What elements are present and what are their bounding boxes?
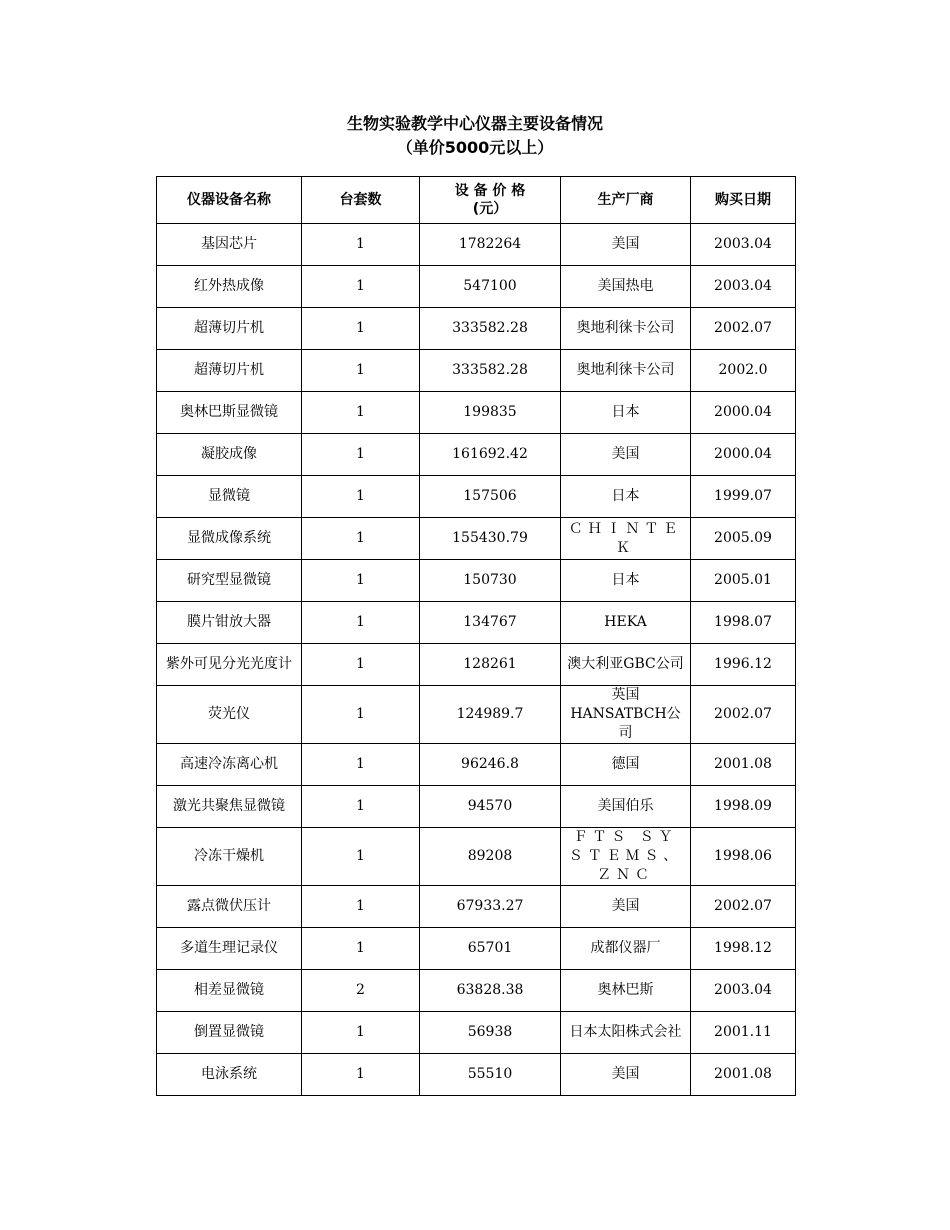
cell-name: 膜片钳放大器 [157, 602, 302, 644]
cell-price: 65701 [420, 928, 561, 970]
title-line-2: （单价5000元以上） [396, 138, 554, 157]
table-row [157, 970, 796, 1012]
table-row [157, 308, 796, 350]
cell-date: 2001.11 [691, 1012, 796, 1054]
cell-count: 1 [302, 308, 420, 350]
cell-count: 1 [302, 744, 420, 786]
cell-name: 相差显微镜 [157, 970, 302, 1012]
cell-count: 1 [302, 476, 420, 518]
cell-count: 1 [302, 434, 420, 476]
cell-name: 研究型显微镜 [157, 560, 302, 602]
cell-count: 2 [302, 970, 420, 1012]
cell-name: 露点微伏压计 [157, 886, 302, 928]
cell-count: 1 [302, 1054, 420, 1096]
equipment-table [156, 176, 796, 1096]
cell-price: 134767 [420, 602, 561, 644]
cell-name: 奥林巴斯显微镜 [157, 392, 302, 434]
cell-date: 2003.04 [691, 266, 796, 308]
cell-name: 基因芯片 [157, 224, 302, 266]
table-row [157, 560, 796, 602]
cell-count: 1 [302, 224, 420, 266]
cell-date: 1998.12 [691, 928, 796, 970]
cell-maker: 美国 [561, 886, 691, 928]
table-row [157, 886, 796, 928]
cell-price: 199835 [420, 392, 561, 434]
cell-price: 1782264 [420, 224, 561, 266]
cell-maker: 日本 [561, 560, 691, 602]
cell-count: 1 [302, 266, 420, 308]
header-price [420, 177, 561, 224]
cell-count: 1 [302, 560, 420, 602]
cell-count: 1 [302, 828, 420, 886]
header-price-line-2: (元） [472, 201, 508, 217]
cell-price: 63828.38 [420, 970, 561, 1012]
cell-maker: 奥地利徕卡公司 [561, 308, 691, 350]
cell-name: 显微成像系统 [157, 518, 302, 560]
cell-name: 电泳系统 [157, 1054, 302, 1096]
cell-maker: ＦＴＳ ＳＹＳＴＥＭＳ、ＺＮＣ [561, 828, 691, 886]
title-line-1: 生物实验教学中心仪器主要设备情况 [346, 114, 603, 133]
cell-date: 1996.12 [691, 644, 796, 686]
cell-date: 1998.07 [691, 602, 796, 644]
cell-maker: 英国HANSATBCH公司 [561, 686, 691, 744]
cell-date: 2005.01 [691, 560, 796, 602]
cell-maker: HEKA [561, 602, 691, 644]
cell-date: 2001.08 [691, 1054, 796, 1096]
cell-name: 高速冷冻离心机 [157, 744, 302, 786]
table-row [157, 928, 796, 970]
cell-name: 显微镜 [157, 476, 302, 518]
table-row [157, 644, 796, 686]
table-row [157, 828, 796, 886]
header-name: 仪器设备名称 [157, 177, 302, 224]
cell-count: 1 [302, 644, 420, 686]
cell-date: 2002.07 [691, 308, 796, 350]
cell-count: 1 [302, 786, 420, 828]
cell-count: 1 [302, 392, 420, 434]
cell-price: 157506 [420, 476, 561, 518]
cell-date: 1998.06 [691, 828, 796, 886]
table-row [157, 224, 796, 266]
header-row [157, 177, 796, 224]
cell-count: 1 [302, 928, 420, 970]
table-row [157, 476, 796, 518]
cell-date: 2003.04 [691, 970, 796, 1012]
table-row [157, 392, 796, 434]
page-title [0, 112, 950, 160]
cell-date: 2002.0 [691, 350, 796, 392]
table-row [157, 686, 796, 744]
table-row [157, 350, 796, 392]
cell-maker: 成都仪器厂 [561, 928, 691, 970]
cell-date: 2003.04 [691, 224, 796, 266]
cell-price: 155430.79 [420, 518, 561, 560]
cell-maker: 德国 [561, 744, 691, 786]
cell-price: 161692.42 [420, 434, 561, 476]
cell-name: 荧光仪 [157, 686, 302, 744]
cell-price: 96246.8 [420, 744, 561, 786]
cell-date: 2001.08 [691, 744, 796, 786]
cell-maker: 奥地利徕卡公司 [561, 350, 691, 392]
cell-price: 89208 [420, 828, 561, 886]
table-row [157, 602, 796, 644]
cell-maker: 日本 [561, 476, 691, 518]
cell-date: 2005.09 [691, 518, 796, 560]
cell-maker: 澳大利亚GBC公司 [561, 644, 691, 686]
cell-name: 倒置显微镜 [157, 1012, 302, 1054]
cell-price: 94570 [420, 786, 561, 828]
cell-maker: 日本太阳株式会社 [561, 1012, 691, 1054]
header-count: 台套数 [302, 177, 420, 224]
table-row [157, 266, 796, 308]
cell-maker: 美国热电 [561, 266, 691, 308]
cell-maker: ＣＨＩＮＴＥＫ [561, 518, 691, 560]
cell-name: 超薄切片机 [157, 350, 302, 392]
cell-price: 56938 [420, 1012, 561, 1054]
cell-date: 1998.09 [691, 786, 796, 828]
cell-date: 2002.07 [691, 686, 796, 744]
cell-name: 超薄切片机 [157, 308, 302, 350]
table-row [157, 434, 796, 476]
cell-price: 124989.7 [420, 686, 561, 744]
cell-date: 2002.07 [691, 886, 796, 928]
cell-price: 55510 [420, 1054, 561, 1096]
cell-price: 333582.28 [420, 350, 561, 392]
cell-price: 333582.28 [420, 308, 561, 350]
cell-maker: 奥林巴斯 [561, 970, 691, 1012]
cell-date: 2000.04 [691, 434, 796, 476]
cell-maker: 美国 [561, 434, 691, 476]
cell-count: 1 [302, 1012, 420, 1054]
cell-name: 多道生理记录仪 [157, 928, 302, 970]
header-date: 购买日期 [691, 177, 796, 224]
cell-maker: 日本 [561, 392, 691, 434]
cell-price: 150730 [420, 560, 561, 602]
cell-date: 1999.07 [691, 476, 796, 518]
cell-count: 1 [302, 602, 420, 644]
cell-count: 1 [302, 350, 420, 392]
cell-maker: 美国 [561, 1054, 691, 1096]
cell-count: 1 [302, 518, 420, 560]
cell-maker: 美国伯乐 [561, 786, 691, 828]
cell-count: 1 [302, 886, 420, 928]
table-row [157, 786, 796, 828]
cell-name: 红外热成像 [157, 266, 302, 308]
cell-maker: 美国 [561, 224, 691, 266]
table-row [157, 1012, 796, 1054]
cell-count: 1 [302, 686, 420, 744]
cell-price: 547100 [420, 266, 561, 308]
table-row [157, 518, 796, 560]
cell-date: 2000.04 [691, 392, 796, 434]
cell-name: 紫外可见分光光度计 [157, 644, 302, 686]
header-maker: 生产厂商 [561, 177, 691, 224]
cell-name: 凝胶成像 [157, 434, 302, 476]
cell-name: 冷冻干燥机 [157, 828, 302, 886]
cell-price: 67933.27 [420, 886, 561, 928]
cell-name: 激光共聚焦显微镜 [157, 786, 302, 828]
table-row [157, 1054, 796, 1096]
header-price-line-1: 设 备 价 格 [454, 183, 526, 199]
table-row [157, 744, 796, 786]
cell-price: 128261 [420, 644, 561, 686]
